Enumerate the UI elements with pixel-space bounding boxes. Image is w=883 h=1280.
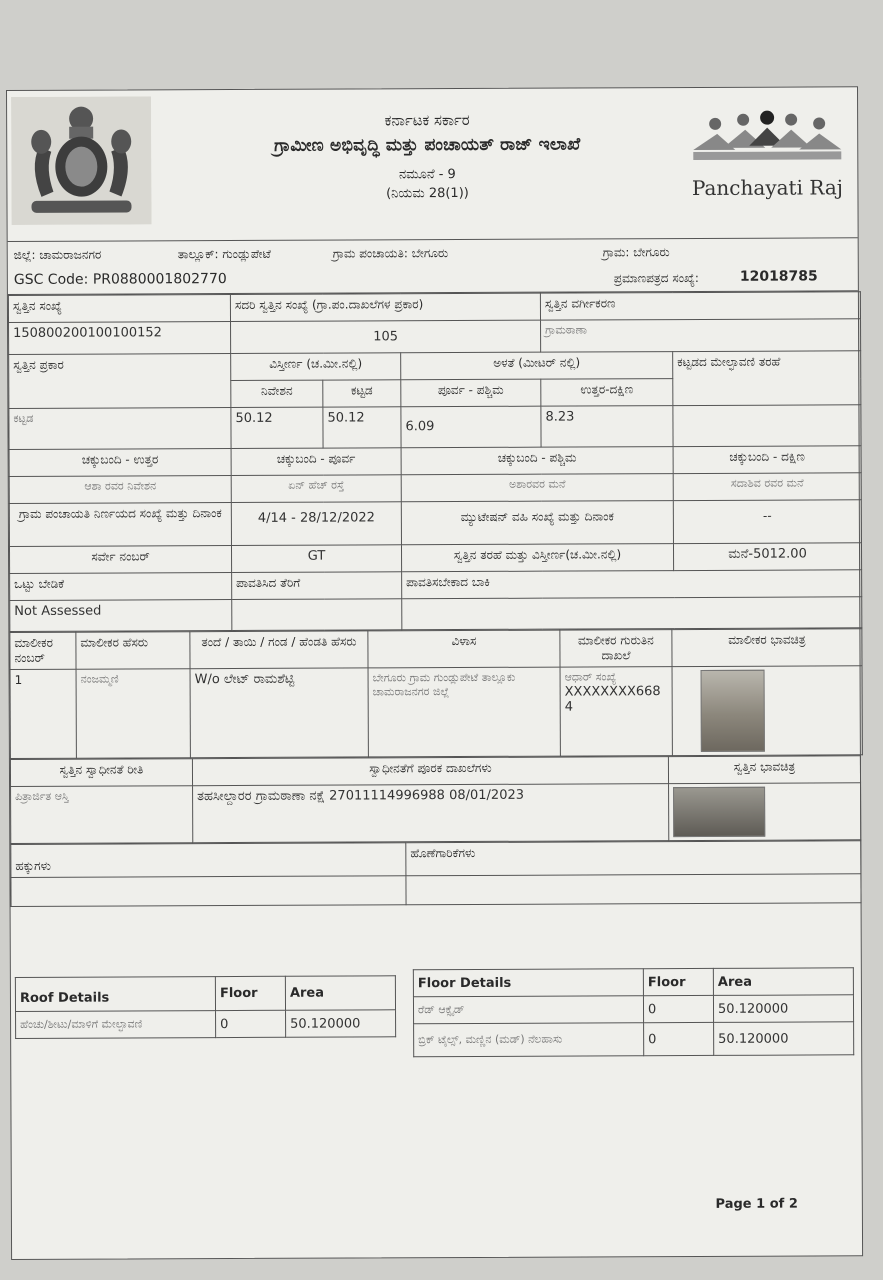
- village: ಗ್ರಾಮ: ಬೇಗೂರು: [602, 245, 670, 260]
- floor-floor-header: Floor: [643, 968, 713, 995]
- boundary-south-value: ಸದಾಶಿವ ರವರ ಮನೆ: [673, 473, 861, 501]
- roof-floor: 0: [216, 1010, 286, 1037]
- floor-area: 50.120000: [713, 995, 853, 1023]
- floor-type: ಬ್ರಿಕ್ ಟೈಲ್ಸ್, ಮಣ್ಣಿನ (ಮಡ್) ನೆಲಹಾಸು: [414, 1023, 644, 1057]
- property-id-value: 150800200100100152: [9, 322, 231, 355]
- owner-relation-header: ತಂದೆ / ತಾಯಿ / ಗಂಡ / ಹೆಂಡತಿ ಹೆಸರು: [190, 631, 368, 669]
- floor-details-table: [413, 967, 854, 1057]
- people-logo-icon: [687, 109, 847, 166]
- form-number: ನಮೂನೆ - 9: [398, 167, 456, 183]
- balance-value: [402, 597, 862, 630]
- govt-name: ಕರ್ನಾಟಕ ಸರ್ಕಾರ: [384, 110, 470, 130]
- property-photo: [673, 787, 765, 837]
- east-west-label: ಪೂರ್ವ - ಪಶ್ಚಿಮ: [401, 379, 541, 407]
- floor-details-title: Floor Details: [413, 969, 643, 997]
- certificate-page: [6, 86, 863, 1260]
- gram-panchayat: ಗ್ರಾಮ ಪಂಚಾಯತಿ: ಬೇಗೂರು: [332, 246, 449, 261]
- roof-type: ಹೆಂಚು/ಶೀಟು/ಮಾಳಿಗೆ ಮೇಲ್ಛಾವಣಿ: [16, 1011, 216, 1039]
- mutation-label: ಮ್ಯುಟೇಷನ್ ವಹಿ ಸಂಖ್ಯೆ ಮತ್ತು ದಿನಾಂಕ: [401, 501, 673, 545]
- page-number: Page 1 of 2: [715, 1196, 798, 1212]
- rights-value: [11, 876, 406, 907]
- roof-area-header: Area: [285, 976, 395, 1010]
- type-area-label: ಸ್ವತ್ತಿನ ತರಹೆ ಮತ್ತು ವಿಸ್ತೀರ್ಣ(ಚ.ಮೀ.ನಲ್ಲಿ): [401, 544, 673, 572]
- owner-photo-cell: [672, 666, 862, 756]
- property-table: [8, 291, 862, 632]
- resolution-label: ಗ್ರಾಮ ಪಂಚಾಯತಿ ನಿರ್ಣಯದ ಸಂಖ್ಯೆ ಮತ್ತು ದಿನಾಂಕ: [9, 503, 231, 547]
- owner-photo-header: ಮಾಲೀಕರ ಭಾವಚಿತ್ರ: [672, 629, 862, 667]
- survey-label: ಸರ್ವೇ ನಂಬರ್: [9, 546, 231, 574]
- boundary-south-label: ಚಕ್ಕುಬಂದಿ - ದಕ್ಷಿಣ: [673, 446, 861, 474]
- taluk: ತಾಲ್ಲೂಕ್: ಗುಂಡ್ಲುಪೇಟೆ: [177, 246, 271, 262]
- boundary-east-value: ಏನ್ ಹೆಚ್ ರಸ್ತೆ: [231, 475, 401, 503]
- site-label: ನಿವೇಶನ: [231, 380, 323, 407]
- property-type-value: ಕಟ್ಟಡ: [9, 408, 231, 450]
- property-photo-cell: [669, 783, 861, 841]
- table-row: [16, 1010, 396, 1039]
- owner-address: ಬೇಗೂರು ಗ್ರಾಮ ಗುಂಡ್ಲುಪೇಟೆ ತಾಲ್ಲೂಕು ಚಾಮರಾಜನಗರ ಜಿಲ್ಲೆ: [368, 667, 560, 757]
- owner-address-header: ವಿಳಾಸ: [368, 630, 560, 668]
- floor-details: [413, 967, 854, 1057]
- panchayati-raj-logo: [687, 109, 847, 220]
- north-south-value: 8.23: [541, 406, 673, 448]
- classification-label: ಸ್ವತ್ತಿನ ವರ್ಗೀಕರಣ: [540, 292, 860, 320]
- rule-number: (ನಿಯಮ 28(1)): [386, 185, 469, 202]
- total-demand-value: Not Assessed: [10, 600, 232, 632]
- tax-paid-label: ಪಾವತಿಸಿದ ತೆರಿಗೆ: [232, 572, 402, 600]
- owner-name-header: ಮಾಲೀಕರ ಹೆಸರು: [76, 632, 190, 669]
- balance-label: ಪಾವತಿಸಬೇಕಾದ ಬಾಕಿ: [402, 570, 862, 599]
- classification-value: ಗ್ರಾಮಠಾಣಾ: [541, 319, 861, 352]
- east-west-value: 6.09: [401, 406, 541, 448]
- roof-area: 50.120000: [286, 1010, 396, 1037]
- gsc-row: [8, 264, 858, 295]
- property-type-label: ಸ್ವತ್ತಿನ ಪ್ರಕಾರ: [9, 354, 231, 409]
- roof-details-title: Roof Details: [15, 977, 215, 1012]
- property-photo-label: ಸ್ವತ್ತಿನ ಭಾವಚಿತ್ರ: [668, 756, 860, 784]
- owner-no-header: ಮಾಲೀಕರ ನಂಬರ್: [10, 632, 76, 669]
- owner-name: ನಂಜಮ್ಮಣಿ: [76, 669, 190, 758]
- liabilities-label: ಹೊಣೆಗಾರಿಕೆಗಳು: [406, 841, 861, 876]
- property-id-label: ಸ್ವತ್ತಿನ ಸಂಖ್ಯೆ: [8, 295, 230, 323]
- ownership-docs-value: ತಹಸೀಲ್ದಾರರ ಗ್ರಾಮಠಾಣಾ ನಕ್ಷೆ 27011114996988 08/01/2023: [193, 784, 669, 843]
- floor-area: 50.120000: [714, 1022, 854, 1056]
- owner-photo: [701, 670, 765, 752]
- type-area-value: ಮನೆ-5012.00: [674, 543, 862, 571]
- owner-id-type: ಆಧಾರ್ ಸಂಖ್ಯೆ: [564, 670, 617, 684]
- roof-type-label: ಕಟ್ಟಡದ ಮೇಲ್ಛಾವಣಿ ತರಹೆ: [673, 351, 861, 406]
- panchayati-raj-text: Panchayati Raj: [691, 175, 844, 201]
- sadari-label: ಸದರಿ ಸ್ವತ್ತಿನ ಸಂಖ್ಯೆ (ಗ್ರಾ.ಪಂ.ದಾಖಲೆಗಳ ಪ್ರಕಾರ): [230, 293, 540, 321]
- floor-floor: 0: [643, 995, 713, 1022]
- dimension-label: ಅಳತೆ (ಮೀಟರ್ ನಲ್ಲಿ): [401, 352, 673, 380]
- owner-relation: W/o ಲೇಟ್ ರಾಮಶೆಟ್ಟಿ: [190, 668, 368, 758]
- building-value: 50.12: [323, 407, 401, 448]
- floor-area-header: Area: [713, 968, 853, 996]
- roof-floor-header: Floor: [215, 976, 285, 1010]
- certificate-label: ಪ್ರಮಾಣಪತ್ರದ ಸಂಖ್ಯೆ:: [613, 270, 699, 286]
- owner-id-cell: [560, 667, 672, 756]
- building-label: ಕಟ್ಟಡ: [323, 380, 401, 407]
- rights-table: [10, 840, 861, 907]
- area-label: ವಿಸ್ತೀರ್ಣ (ಚ.ಮೀ.ನಲ್ಲಿ): [231, 353, 401, 381]
- rights-label: ಹಕ್ಕುಗಳು: [11, 843, 406, 878]
- owners-table: [9, 628, 863, 759]
- table-row: [10, 666, 862, 759]
- gsc-code: GSC Code: PR0880001802770: [13, 271, 227, 288]
- department-name: ಗ್ರಾಮೀಣ ಅಭಿವೃದ್ಧಿ ಮತ್ತು ಪಂಚಾಯತ್ ರಾಜ್ ಇಲಾಖೆ: [274, 134, 581, 156]
- roof-details: [15, 975, 396, 1039]
- header: [7, 87, 858, 242]
- district: ಜಿಲ್ಲೆ: ಚಾಮರಾಜನಗರ: [13, 247, 102, 262]
- survey-value: GT: [231, 545, 401, 573]
- owner-no: 1: [10, 669, 76, 758]
- liabilities-value: [406, 874, 861, 905]
- site-value: 50.12: [231, 407, 323, 448]
- ownership-mode-label: ಸ್ವತ್ತಿನ ಸ್ವಾಧೀನತೆ ರೀತಿ: [10, 759, 192, 787]
- north-south-label: ಉತ್ತರ-ದಕ್ಷಿಣ: [541, 379, 673, 407]
- ownership-docs-label: ಸ್ವಾಧೀನತೆಗೆ ಪೂರಕ ದಾಖಲೆಗಳು: [192, 757, 668, 786]
- location-row: [8, 238, 858, 268]
- roof-details-table: [15, 975, 396, 1039]
- karnataka-emblem-icon: [11, 96, 152, 225]
- boundary-north-value: ಆಶಾ ರವರ ನಿವೇಶನ: [9, 476, 231, 504]
- header-titles: [207, 110, 647, 202]
- boundary-west-value: ಅಶಾರವರ ಮನೆ: [401, 474, 673, 502]
- certificate-number: 12018785: [739, 268, 818, 285]
- sadari-value: 105: [231, 320, 541, 353]
- boundary-west-label: ಚಕ್ಕುಬಂದಿ - ಪಶ್ಚಿಮ: [401, 447, 673, 475]
- resolution-value: 4/14 - 28/12/2022: [231, 502, 401, 546]
- floor-floor: 0: [644, 1022, 714, 1055]
- boundary-east-label: ಚಕ್ಕುಬಂದಿ - ಪೂರ್ವ: [231, 448, 401, 476]
- owner-id-value: XXXXXXXX668 4: [564, 684, 661, 715]
- ownership-table: [10, 755, 861, 844]
- owner-id-header: ಮಾಲೀಕರ ಗುರುತಿನ ದಾಖಲೆ: [560, 630, 672, 667]
- table-row: [414, 1022, 854, 1057]
- tax-paid-value: [232, 599, 402, 631]
- boundary-north-label: ಚಕ್ಕುಬಂದಿ - ಉತ್ತರ: [9, 449, 231, 477]
- ownership-mode-value: ಪಿತ್ರಾರ್ಜಿತ ಆಸ್ತಿ: [11, 786, 193, 844]
- table-row: [413, 995, 853, 1024]
- total-demand-label: ಒಟ್ಟು ಬೇಡಿಕೆ: [10, 573, 232, 601]
- mutation-value: --: [673, 500, 861, 544]
- roof-type-value: [673, 405, 861, 447]
- floor-type: ರೆಡ್ ಆಕ್ಸೈಡ್: [413, 996, 643, 1024]
